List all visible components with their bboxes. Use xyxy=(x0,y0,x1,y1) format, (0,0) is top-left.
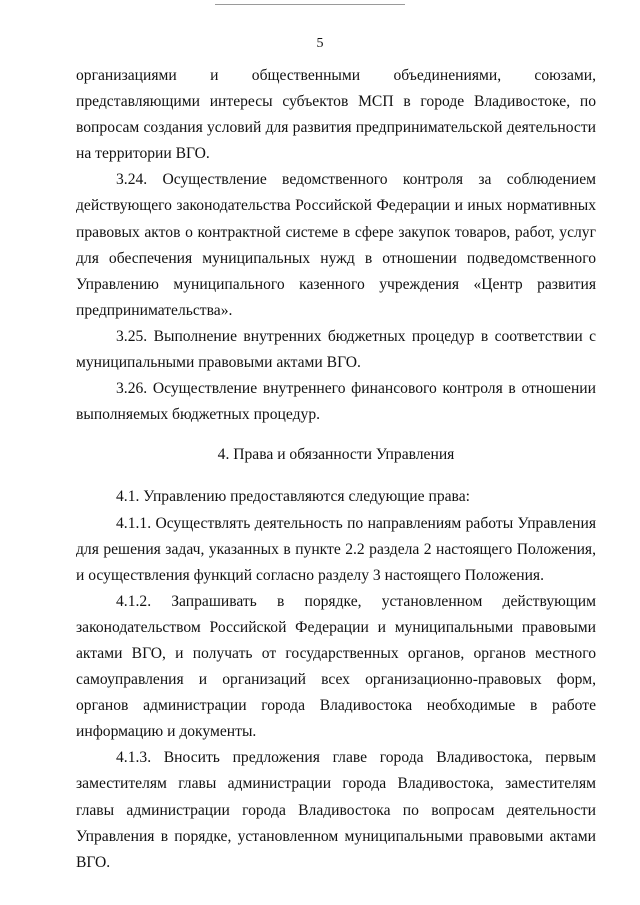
paragraph-4-1-2: 4.1.2. Запрашивать в порядке, установленном действующим законодательством Российской Федерации и муниципальными правовыми актами ВГО, и получать от государственных органов, органов местного самоуправления и организаций всех организационно-правовых форм, органов администрации города Владивостока необходимые в работе информацию и документы. xyxy=(76,592,596,741)
paragraph-4-1-3: 4.1.3. Вносить предложения главе города Владивостока, первым заместителям главы администрации города Владивостока, заместителям главы администрации города Владивостока по вопросам деятельности Управления в порядке, установленном муниципальными правовыми актами ВГО. xyxy=(76,749,596,871)
paragraph-3-24: 3.24. Осуществление ведомственного контроля за соблюдением действующего законодательства Российской Федерации и иных нормативных правовых актов о контрактной системе в сфере закупок товаров, работ, услуг для обеспечения муниципальных нужд в отношении подведомственного Управлению муниципального казенного учреждения «Центр развития предпринимательства». xyxy=(76,171,596,319)
paragraph-3-25: 3.25. Выполнение внутренних бюджетных процедур в соответствии с муниципальными правовыми актами ВГО. xyxy=(76,327,596,372)
paragraph-4-1-1: 4.1.1. Осуществлять деятельность по направлениям работы Управления для решения задач, указанных в пункте 2.2 раздела 2 настоящего Положения, и осуществления функций согласно разделу 3 настоящего Положения. xyxy=(76,514,596,584)
paragraph-continuation: организациями и общественными объединениями, союзами, представляющими интересы субъектов МСП в городе Владивостоке, по вопросам создания условий для развития предпринимательской деятельности на территории ВГО. xyxy=(76,67,596,163)
page-number: 5 xyxy=(316,36,324,51)
paragraph-3-26: 3.26. Осуществление внутреннего финансового контроля в отношении выполняемых бюджетных процедур. xyxy=(76,380,596,424)
scan-edge-line xyxy=(215,4,405,5)
document-body xyxy=(76,63,596,876)
paragraph-4-1: 4.1. Управлению предоставляются следующие права: xyxy=(116,488,470,506)
section-heading: 4. Права и обязанности Управления xyxy=(217,446,455,464)
